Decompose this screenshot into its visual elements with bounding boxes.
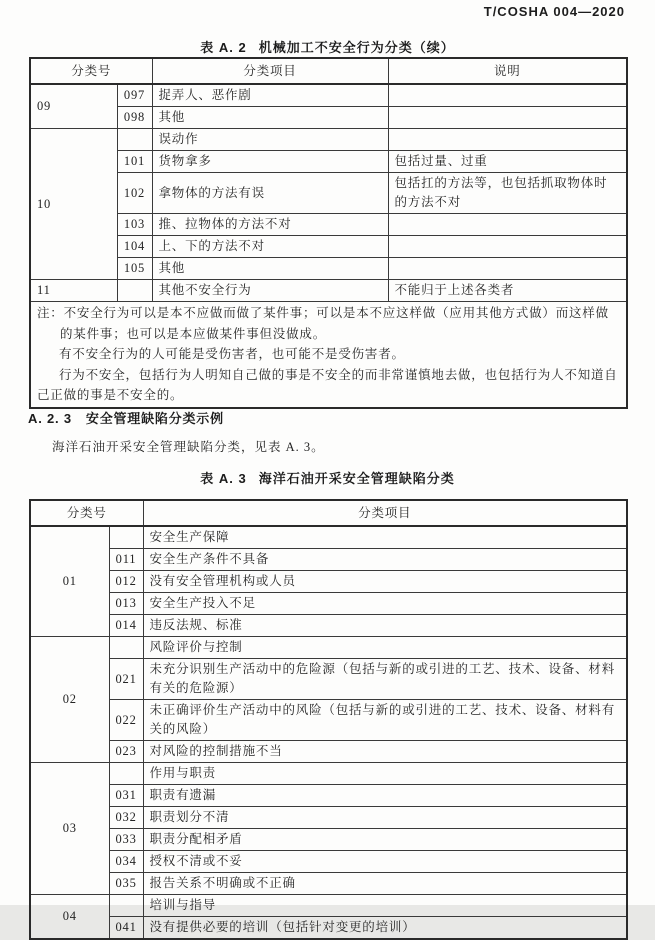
code-cell — [109, 526, 143, 549]
table-row — [30, 807, 627, 829]
table-row — [30, 151, 627, 173]
table-a2-body — [30, 84, 627, 302]
item-cell: 捉弄人、恶作剧 — [152, 84, 388, 107]
table-row — [30, 236, 627, 258]
table-row — [30, 851, 627, 873]
table-a3-caption — [0, 468, 655, 487]
code-cell: 013 — [109, 593, 143, 615]
code-cell: 041 — [109, 917, 143, 940]
code-cell: 032 — [109, 807, 143, 829]
note-label: 注： — [37, 306, 64, 320]
item-cell: 其他 — [152, 258, 388, 280]
col-header-class-no: 分类号 — [30, 58, 152, 84]
table-a3-caption-title: 海洋石油开采安全管理缺陷分类 — [258, 471, 455, 486]
class-no-cell: 10 — [30, 129, 117, 280]
table-row — [30, 917, 627, 940]
item-cell: 职责划分不清 — [143, 807, 627, 829]
desc-cell: 包括扛的方法等，也包括抓取物体时的方法不对 — [388, 173, 627, 214]
table-a2-header — [30, 58, 627, 84]
code-cell: 104 — [117, 236, 152, 258]
code-cell: 021 — [109, 659, 143, 700]
item-cell: 作用与职责 — [143, 763, 627, 785]
table-row — [30, 659, 627, 700]
table-row — [30, 873, 627, 895]
col-header-item: 分类项目 — [143, 500, 627, 526]
section-title: 安全管理缺陷分类示例 — [85, 411, 224, 426]
table-row — [30, 173, 627, 214]
code-cell: 105 — [117, 258, 152, 280]
class-no-cell: 09 — [30, 84, 117, 129]
item-cell: 没有安全管理机构或人员 — [143, 571, 627, 593]
table-a3-caption-label: 表 A. 3 — [200, 471, 247, 486]
item-cell: 风险评价与控制 — [143, 637, 627, 659]
code-cell: 023 — [109, 741, 143, 763]
code-cell — [109, 895, 143, 917]
item-cell: 未充分识别生产活动中的危险源（包括与新的或引进的工艺、技术、设备、材料有关的危险源） — [143, 659, 627, 700]
table-a3-header — [30, 500, 627, 526]
item-cell: 对风险的控制措施不当 — [143, 741, 627, 763]
table-a2 — [29, 57, 628, 409]
code-cell: 098 — [117, 107, 152, 129]
code-cell — [109, 763, 143, 785]
item-cell: 报告关系不明确或不正确 — [143, 873, 627, 895]
item-cell: 安全生产保障 — [143, 526, 627, 549]
table-row — [30, 258, 627, 280]
section-number: A. 2. 3 — [28, 411, 72, 426]
desc-cell — [388, 214, 627, 236]
item-cell: 其他 — [152, 107, 388, 129]
desc-cell — [388, 236, 627, 258]
table-a2-caption-title: 机械加工不安全行为分类（续） — [258, 40, 455, 55]
item-cell: 上、下的方法不对 — [152, 236, 388, 258]
table-row — [30, 526, 627, 549]
col-header-item: 分类项目 — [152, 58, 388, 84]
class-no-cell: 03 — [30, 763, 109, 895]
table-row — [30, 615, 627, 637]
table-row — [30, 829, 627, 851]
desc-cell — [388, 129, 627, 151]
code-cell — [109, 637, 143, 659]
item-cell: 推、拉物体的方法不对 — [152, 214, 388, 236]
desc-cell — [388, 258, 627, 280]
item-cell: 拿物体的方法有误 — [152, 173, 388, 214]
item-cell: 误动作 — [152, 129, 388, 151]
table-row — [30, 593, 627, 615]
code-cell: 102 — [117, 173, 152, 214]
table-row — [30, 280, 627, 302]
class-no-cell: 02 — [30, 637, 109, 763]
table-row — [30, 637, 627, 659]
code-cell: 011 — [109, 549, 143, 571]
code-cell: 031 — [109, 785, 143, 807]
section-heading — [28, 408, 224, 427]
code-cell: 012 — [109, 571, 143, 593]
item-cell: 其他不安全行为 — [152, 280, 388, 302]
class-no-cell: 04 — [30, 895, 109, 940]
table-row — [30, 763, 627, 785]
section-paragraph: 海洋石油开采安全管理缺陷分类，见表 A. 3。 — [52, 440, 325, 454]
table-row — [30, 895, 627, 917]
table-row — [30, 785, 627, 807]
table-row — [30, 741, 627, 763]
desc-cell: 不能归于上述各类者 — [388, 280, 627, 302]
table-row — [30, 129, 627, 151]
item-cell: 货物拿多 — [152, 151, 388, 173]
desc-cell — [388, 84, 627, 107]
table-a2-header-row — [30, 58, 627, 84]
item-cell: 安全生产投入不足 — [143, 593, 627, 615]
table-row — [30, 571, 627, 593]
item-cell: 授权不清或不妥 — [143, 851, 627, 873]
item-cell: 职责有遗漏 — [143, 785, 627, 807]
note-paragraph-1 — [37, 303, 620, 344]
note-paragraph-3: 行为不安全，包括行为人明知自己做的事是不安全的而非常谨慎地去做，也包括行为人不知道自己正做的事是不安全的。 — [37, 367, 618, 402]
table-row — [30, 214, 627, 236]
note-cell — [30, 302, 627, 408]
col-header-class-no: 分类号 — [30, 500, 143, 526]
table-a3-header-row — [30, 500, 627, 526]
code-cell: 033 — [109, 829, 143, 851]
code-cell: 014 — [109, 615, 143, 637]
desc-cell — [388, 107, 627, 129]
item-cell: 没有提供必要的培训（包括针对变更的培训） — [143, 917, 627, 940]
item-cell: 违反法规、标准 — [143, 615, 627, 637]
table-a2-note-row — [30, 302, 627, 408]
note-paragraph-2: 有不安全行为的人可能是受伤害者，也可能不是受伤害者。 — [59, 347, 405, 361]
item-cell: 未正确评价生产活动中的风险（包括与新的或引进的工艺、技术、设备、材料有关的风险） — [143, 700, 627, 741]
desc-cell: 包括过量、过重 — [388, 151, 627, 173]
table-row — [30, 107, 627, 129]
item-cell: 职责分配相矛盾 — [143, 829, 627, 851]
document-number: T/COSHA 004—2020 — [483, 4, 625, 19]
code-cell: 097 — [117, 84, 152, 107]
code-cell: 034 — [109, 851, 143, 873]
table-a2-note-section — [30, 302, 627, 408]
table-a3-body — [30, 526, 627, 939]
table-a2-caption — [0, 37, 655, 56]
table-a3 — [29, 499, 628, 940]
class-no-cell: 11 — [30, 280, 117, 302]
table-a2-caption-label: 表 A. 2 — [200, 40, 247, 55]
note-text-1: 不安全行为可以是本不应做而做了某件事；可以是本不应这样做（应用其他方式做）而这样做的某件事；也可以是本应做某件事但没做成。 — [60, 306, 609, 341]
code-cell: 022 — [109, 700, 143, 741]
item-cell: 培训与指导 — [143, 895, 627, 917]
code-cell: 101 — [117, 151, 152, 173]
code-cell — [117, 280, 152, 302]
table-row — [30, 549, 627, 571]
code-cell — [117, 129, 152, 151]
item-cell: 安全生产条件不具备 — [143, 549, 627, 571]
table-row — [30, 700, 627, 741]
code-cell: 035 — [109, 873, 143, 895]
col-header-desc: 说明 — [388, 58, 627, 84]
table-row — [30, 84, 627, 107]
code-cell: 103 — [117, 214, 152, 236]
class-no-cell: 01 — [30, 526, 109, 637]
